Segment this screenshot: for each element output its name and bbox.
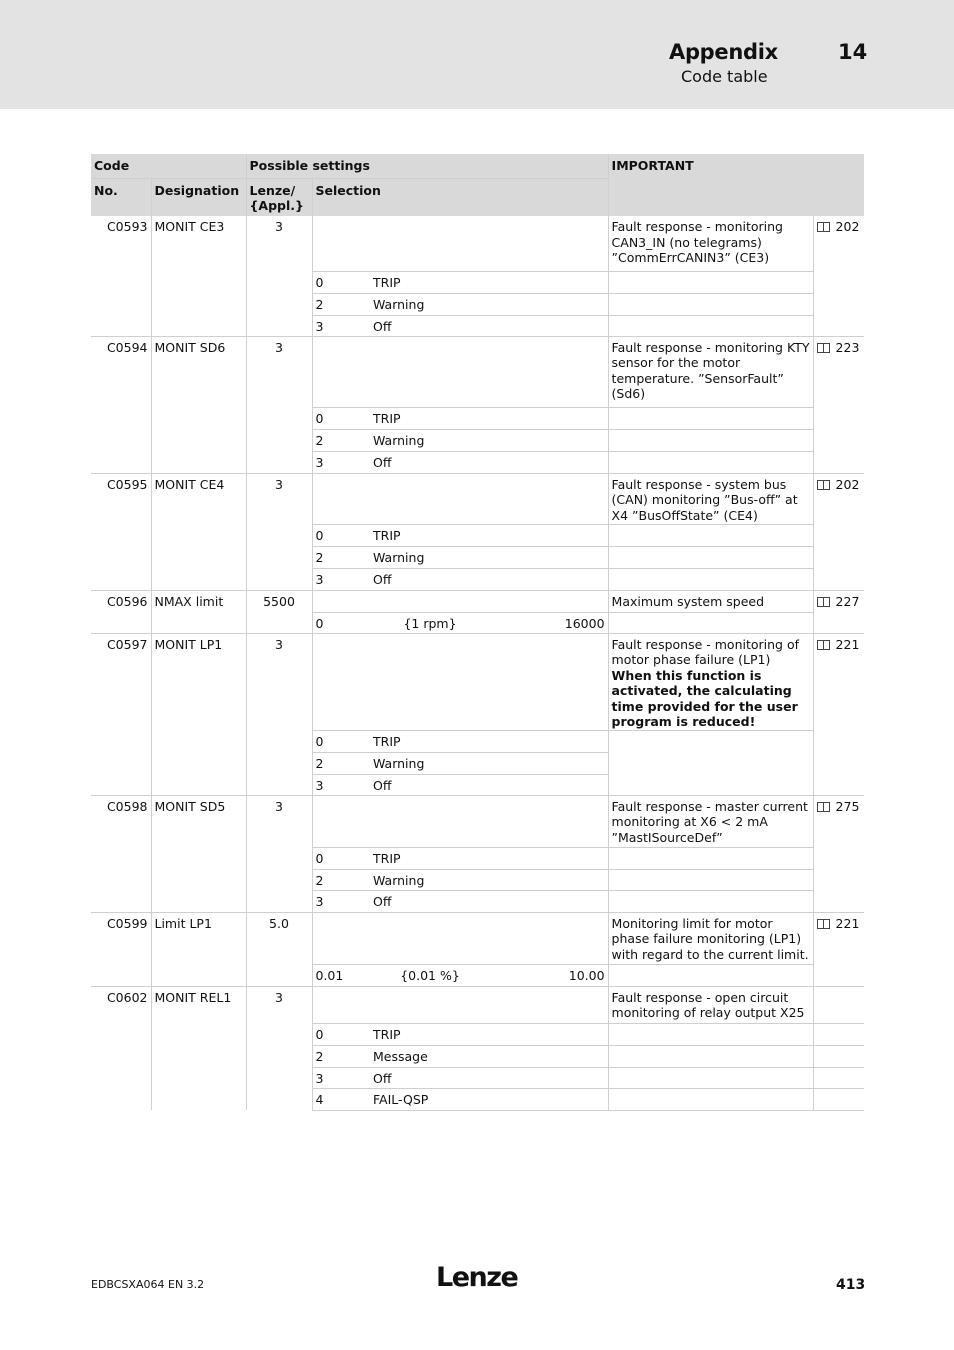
- selection-row: 0 TRIP: [91, 1023, 864, 1045]
- code-no: C0595: [91, 473, 151, 590]
- page-reference: 202: [813, 216, 864, 336]
- selection-row: 2 Warning: [91, 293, 864, 315]
- selection-row: 0 TRIP: [91, 271, 864, 293]
- document-id: EDBCSXA064 EN 3.2: [91, 1278, 205, 1291]
- selection-row: 3 Off: [91, 1067, 864, 1088]
- code-designation: MONIT CE3: [151, 216, 246, 336]
- code-designation: MONIT SD6: [151, 336, 246, 473]
- lenze-value: 3: [246, 473, 312, 590]
- table-row: [91, 633, 864, 730]
- lenze-value: 3: [246, 336, 312, 473]
- book-icon: [817, 640, 830, 650]
- table-row: [91, 336, 864, 407]
- book-icon: [817, 480, 830, 490]
- range-unit: {0.01 %}: [370, 964, 490, 986]
- selection-row: 4 FAIL-QSP: [91, 1088, 864, 1110]
- important-text: Fault response - open circuit monitoring of relay output X25: [608, 986, 813, 1023]
- important-text: Fault response - system bus (CAN) monitoring ”Bus-off” at X4 ”BusOffState” (CE4): [608, 473, 813, 524]
- lenze-value: 5500: [246, 590, 312, 633]
- important-text: Maximum system speed: [608, 590, 813, 612]
- table-row: [91, 986, 864, 1023]
- header-lenze: Lenze/ {Appl.}: [246, 178, 312, 216]
- header-selection: Selection: [312, 178, 608, 216]
- lenze-value: 3: [246, 795, 312, 912]
- book-icon: [817, 919, 830, 929]
- header-designation: Designation: [151, 178, 246, 216]
- lenze-logo: Lenze: [436, 1262, 518, 1293]
- chapter-number: 14: [838, 40, 868, 64]
- important-warning: When this function is activated, the calculating time provided for the user program is reduced!: [611, 667, 798, 729]
- header-possible-settings: Possible settings: [246, 154, 608, 178]
- selection-row: 3 Off: [91, 315, 864, 336]
- table-row: [91, 912, 864, 964]
- book-icon: [817, 343, 830, 353]
- header-important: IMPORTANT: [608, 154, 864, 216]
- page-header: [0, 0, 954, 109]
- code-table: [91, 154, 864, 1111]
- section-title: Code table: [681, 67, 768, 86]
- range-unit: {1 rpm}: [370, 612, 490, 633]
- page-reference: 202: [813, 473, 864, 590]
- header-code: Code: [91, 154, 246, 178]
- important-text: Monitoring limit for motor phase failure monitoring (LP1) with regard to the current limit.: [608, 912, 813, 964]
- range-min: 0.01: [312, 964, 370, 986]
- page-reference: 223: [813, 336, 864, 473]
- important-text: Fault response - monitoring of motor phase failure (LP1): [611, 636, 800, 667]
- selection-row: 2 Warning: [91, 429, 864, 451]
- selection-row: 0 TRIP: [91, 407, 864, 429]
- lenze-value: 3: [246, 216, 312, 336]
- lenze-value: 3: [246, 986, 312, 1110]
- important-cell: [608, 633, 813, 730]
- code-designation: MONIT LP1: [151, 633, 246, 795]
- header-no: No.: [91, 178, 151, 216]
- book-icon: [817, 802, 830, 812]
- code-designation: MONIT SD5: [151, 795, 246, 912]
- code-no: C0596: [91, 590, 151, 633]
- table-row: [91, 590, 864, 612]
- page-number: 413: [836, 1277, 866, 1293]
- book-icon: [817, 222, 830, 232]
- selection-row: 2 Warning: [91, 869, 864, 890]
- page-reference: 221: [813, 912, 864, 986]
- code-designation: MONIT CE4: [151, 473, 246, 590]
- chapter-title: Appendix: [669, 40, 778, 64]
- code-no: C0602: [91, 986, 151, 1110]
- selection-row: 3 Off: [91, 451, 864, 473]
- code-designation: MONIT REL1: [151, 986, 246, 1110]
- selection-row: 2 Message: [91, 1045, 864, 1067]
- selection-row: 2 Warning: [91, 546, 864, 568]
- selection-row: 3 Off: [91, 890, 864, 912]
- lenze-value: 5.0: [246, 912, 312, 986]
- selection-row: 0 TRIP: [91, 524, 864, 546]
- range-min: 0: [312, 612, 370, 633]
- code-no: C0593: [106, 219, 148, 234]
- code-designation: Limit LP1: [151, 912, 246, 986]
- selection-row: 0 TRIP: [91, 847, 864, 869]
- selection-row: 3 Off: [91, 774, 864, 795]
- table-header-row: [91, 154, 864, 178]
- table-row: [91, 473, 864, 524]
- page-reference: 275: [813, 795, 864, 912]
- table-row: [91, 216, 864, 271]
- code-no: C0598: [91, 795, 151, 912]
- selection-row: 0 TRIP: [91, 730, 864, 752]
- code-designation: NMAX limit: [151, 590, 246, 633]
- page-reference: 227: [813, 590, 864, 633]
- table-row: [91, 795, 864, 847]
- book-icon: [817, 597, 830, 607]
- important-text: Fault response - monitoring CAN3_IN (no telegrams) ”CommErrCANIN3” (CE3): [608, 216, 813, 271]
- range-max: 16000: [490, 612, 608, 633]
- range-max: 10.00: [490, 964, 608, 986]
- important-text: Fault response - monitoring KTY sensor for the motor temperature. ”SensorFault” (Sd6): [608, 336, 813, 407]
- code-no: C0599: [91, 912, 151, 986]
- selection-row: 3 Off: [91, 568, 864, 590]
- code-no: C0597: [91, 633, 151, 795]
- page-reference: 221: [813, 633, 864, 795]
- important-text: Fault response - master current monitoring at X6 < 2 mA ”MastISourceDef”: [608, 795, 813, 847]
- selection-row: 2 Warning: [91, 752, 864, 774]
- lenze-value: 3: [246, 633, 312, 795]
- code-no: C0594: [91, 336, 151, 473]
